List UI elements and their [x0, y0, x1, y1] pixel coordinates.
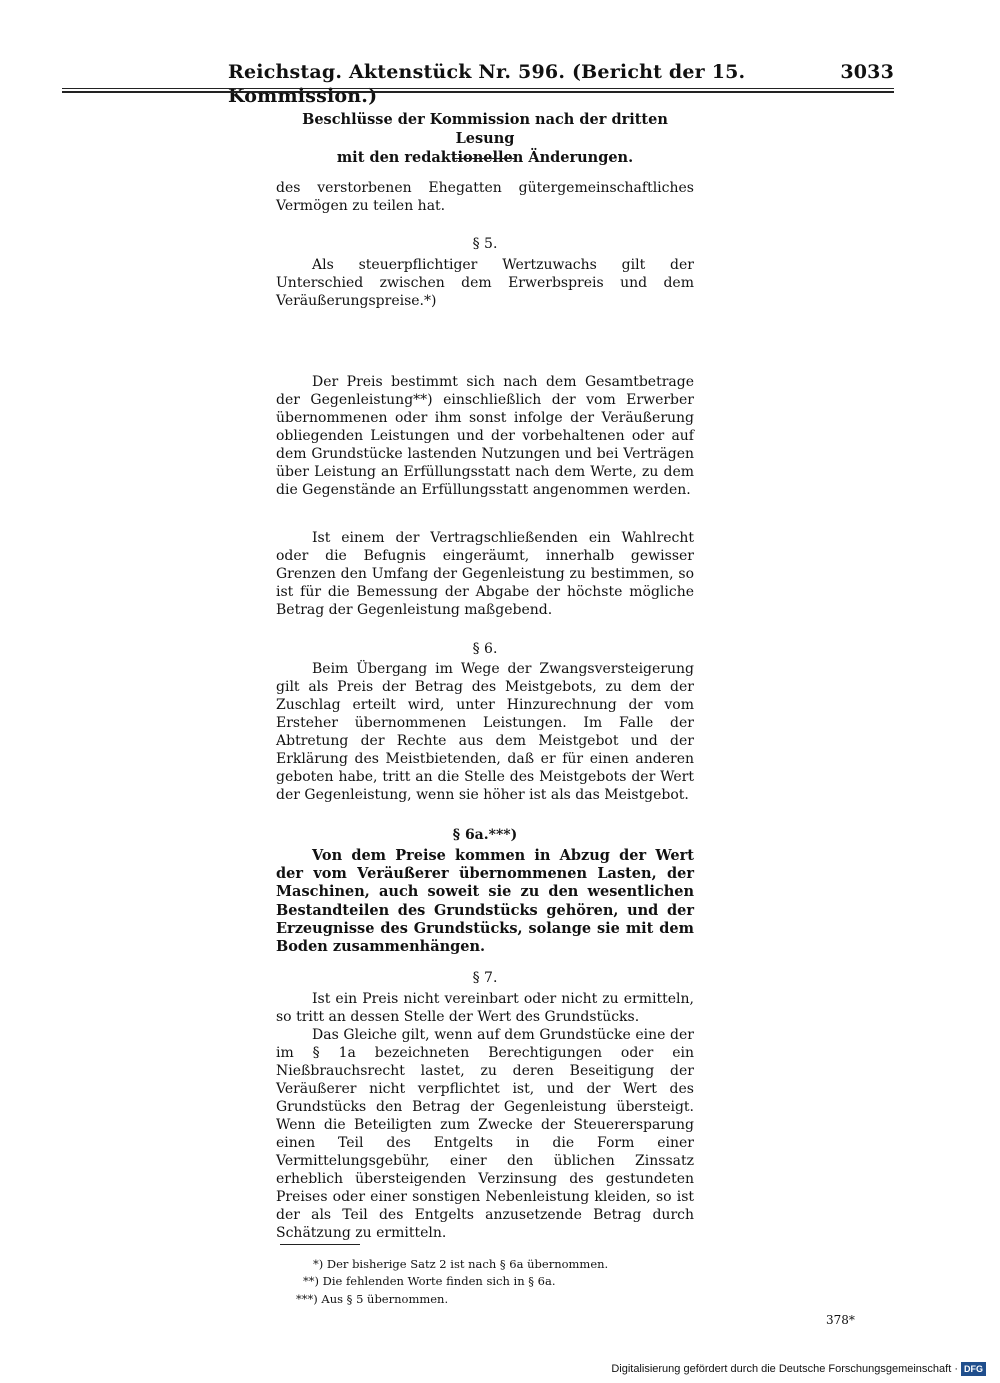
section-5-title: § 5. — [472, 236, 498, 252]
header-rule — [62, 88, 894, 89]
section-7-paragraph-2: Das Gleiche gilt, wenn auf dem Grundstücke eine der im § 1a bezeichneten Berechtigungen oder ein Nießbrauchsrecht lastet, zu deren Beseitigung der Veräußerer nicht verpflichtet ist, und der Wert des Grundstücks den Betrag der Gegenleistung übersteigt. Wenn die Beteiligten zum Zwecke der Steuerersparung einen Teil des Entgelts in die Form einer Vermittelungsgebühr, einer den üblichen Zinssatz erheblich übersteigenden Verzinsung des gestundeten Preises oder einer sonstigen Nebenleistung kleiden, so ist der als Teil des Entgelts anzusetzende Betrag durch Schätzung zu ermitteln. — [276, 1027, 694, 1241]
section-6-title: § 6. — [472, 641, 498, 657]
page-number: 3033 — [840, 61, 894, 83]
heading-line-2: mit den redaktionellen Änderungen. — [336, 149, 634, 166]
section-7-paragraph-1: Ist ein Preis nicht vereinbart oder nicht zu ermitteln, so tritt an dessen Stelle der Wert des Grundstücks. — [276, 991, 694, 1025]
dfg-logo-icon: DFG — [961, 1362, 986, 1376]
heading-divider — [452, 158, 514, 159]
digitization-note: Digitalisierung gefördert durch die Deutsche Forschungsgemeinschaft · — [611, 1363, 958, 1375]
footnote-rule — [280, 1244, 360, 1245]
sheet-signature: 378* — [826, 1313, 855, 1327]
section-5-paragraph-3: Ist einem der Vertragschließenden ein Wahlrecht oder die Befugnis eingeräumt, innerhalb gewisser Grenzen den Umfang der Gegenleistung zu bestimmen, so ist für die Bemessung der Abgabe der höchste mögliche Betrag der Gegenleistung maßgebend. — [276, 530, 694, 618]
section-5-paragraph-2: Der Preis bestimmt sich nach dem Gesamtbetrage der Gegenleistung**) einschließlich der vom Erwerber übernommenen oder ihm sonst infolge der Veräußerung obliegenden Leistungen und der vorbehaltenen oder auf dem Grundstücke lastenden Nutzungen und bei Verträgen über Leistung an Erfüllungsstatt nach dem Werte, zu dem die Gegenstände an Erfüllungsstatt angenommen werden. — [276, 374, 694, 498]
digitization-credit — [611, 1361, 986, 1377]
footnote-3: ***) Aus § 5 übernommen. — [296, 1292, 449, 1306]
intro-paragraph: des verstorbenen Ehegatten gütergemeinschaftliches Vermögen zu teilen hat. — [276, 180, 694, 214]
footnote-1: *) Der bisherige Satz 2 ist nach § 6a übernommen. — [313, 1257, 609, 1271]
section-5-paragraph-1: Als steuerpflichtiger Wertzuwachs gilt der Unterschied zwischen dem Erwerbspreis und dem Veräußerungspreise.*) — [276, 257, 694, 309]
running-head — [228, 60, 894, 107]
running-title: Reichstag. Aktenstück Nr. 596. (Bericht der 15. Kommission.) — [228, 61, 746, 107]
footnote-2: **) Die fehlenden Worte finden sich in § 6a. — [303, 1274, 556, 1288]
section-6-paragraph-1: Beim Übergang im Wege der Zwangsversteigerung gilt als Preis der Betrag des Meistgebots, zu dem der Zuschlag erteilt wird, unter Hinzurechnung der vom Ersteher übernommenen Leistungen. Im Falle der Abtretung der Rechte aus dem Meistgebot und der Erklärung des Meistbietenden, daß er für einen anderen geboten habe, tritt an die Stelle des Meistgebots der Wert der Gegenleistung, wenn sie höher ist als das Meistgebot. — [276, 661, 694, 803]
heading-line-1: Beschlüsse der Kommission nach der dritten Lesung — [302, 111, 668, 147]
section-7-title: § 7. — [472, 970, 498, 986]
section-6a-title: § 6a.***) — [452, 827, 518, 843]
section-6a-paragraph-1: Von dem Preise kommen in Abzug der Wert der vom Veräußerer übernommenen Lasten, der Maschinen, auch soweit sie zu den wesentlichen Bestandteilen des Grundstücks gehören, und der Erzeugnisse des Grundstücks, solange sie mit dem Boden zusammenhängen. — [276, 847, 694, 956]
header-rule-thick — [62, 91, 894, 93]
